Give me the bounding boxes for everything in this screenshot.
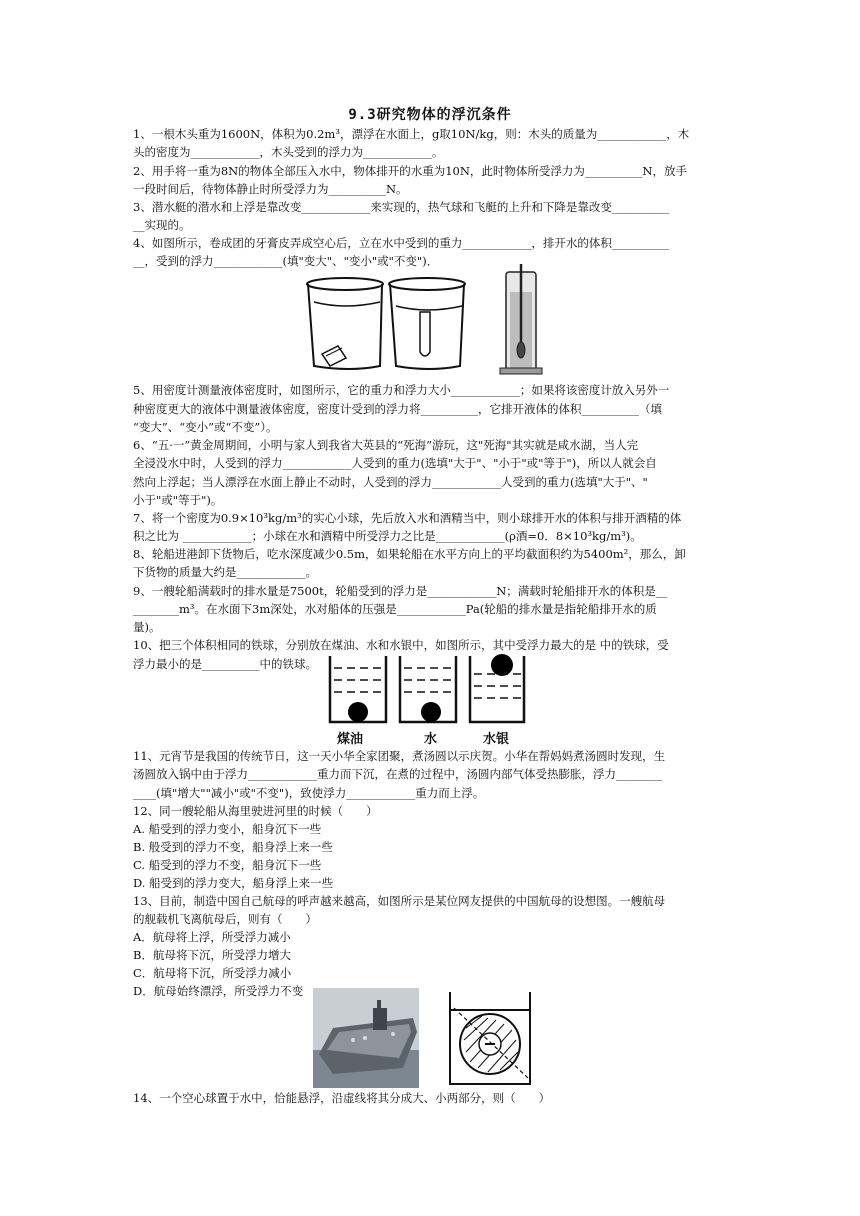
text-line: 2、用手将一重为8N的物体全部压入水中，物体排开的水重为10N，此时物体所受浮力为__________N，放手 [133,164,687,178]
text-line: 5、用密度计测量液体密度时，如图所示，它的重力和浮力大小____________；如果将该密度计放入另外一 [133,383,670,397]
text-line: A. 船受到的浮力变小，船身沉下一些 [133,822,322,836]
text-line: __实现的。 [133,218,191,232]
text-line: ________m³。在水面下3m深处，水对船体的压强是____________Pa(轮船的排水量是指轮船排开水的质 [133,602,657,616]
text-line: 头的密度为____________，木头受到的浮力为____________。 [133,145,444,159]
text-line: 4、如图所示，卷成团的牙膏皮弄成空心后，立在水中受到的重力____________，排开水的体积__________ [133,236,670,250]
text-line: 浮力最小的是__________中的铁球。 [133,657,317,671]
text-line: “变大”、“变小”或“不变”）。 [133,420,278,434]
text-line: D. 船受到的浮力变大，船身浮上来一些 [133,876,334,890]
text-line: 3、潜水艇的潜水和上浮是靠改变____________来实现的，热气球和飞艇的上升和下降是靠改变__________ [133,200,670,214]
text-line: 的舰载机飞离航母后，则有（ ） [133,912,317,926]
text-line: C．航母将下沉，所受浮力减小 [133,966,292,980]
text-line: B．航母将下沉，所受浮力增大 [133,948,291,962]
text-line: A．航母将上浮，所受浮力减小 [133,930,291,944]
text-line: 7、将一个密度为0.9×10³kg/m³的实心小球，先后放入水和酒精当中，则小球排开水的体积与排开酒精的体 [133,511,682,525]
iron-ball [491,654,513,676]
text-line: 小于"或"等于")。 [133,493,223,507]
text-line: 11、元宵节是我国的传统节日，这一天小华全家团聚，煮汤圆以示庆贺。小华在帮妈妈煮汤圆时发现，生 [133,749,666,763]
text-line: 6、“五·一”黄金周期间，小明与家人到我省大英县的“死海”游玩，这"死海"其实就是咸水湖，当人完 [133,438,639,452]
text-line: 量)。 [133,620,161,634]
text-line: 10、把三个体积相同的铁球，分别放在煤油、水和水银中，如图所示，其中受浮力最大的是 中的铁球，受 [133,638,669,652]
text-line: 一段时间后，待物体静止时所受浮力为__________N。 [133,182,408,196]
page-title: 9.3研究物体的浮沉条件 [348,107,512,123]
text-line: 汤圆放入锅中由于浮力____________重力而下沉，在煮的过程中，汤圆内部气体受热膨胀，浮力________ [133,767,662,781]
text-line: 全浸没水中时，人受到的浮力____________人受到的重力(选填"大于"、"小于"或"等于")，所以人就会自 [133,456,657,470]
beakers-figure [300,262,560,377]
text-line: ____(填"增大""减小"或"不变")，致使浮力____________重力而上浮。 [133,786,485,800]
text-line: 1、一根木头重为1600N，体积为0.2m³，漂浮在水面上，g取10N/kg，则：木头的质量为____________，木 [133,127,690,141]
text-line: 12、同一艘轮船从海里驶进河里的时候（ ） [133,804,378,818]
figure-label-mercury: 水银 [483,732,510,747]
text-line: 种密度更大的液体中测量液体密度，密度计受到的浮力将__________，它排开液体的体积__________（填 [133,402,662,416]
iron-balls-figure [326,650,526,728]
figure-label-water: 水 [424,732,438,747]
text-line: 下货物的质量大约是____________。 [133,565,317,579]
iron-ball [348,702,368,722]
text-line: B. 般受到的浮力不变，船身浮上来一些 [133,840,333,854]
text-line: C. 船受到的浮力不变，船身沉下一些 [133,858,322,872]
text-line: 14、一个空心球置于水中，恰能悬浮，沿虚线将其分成大、小两部分，则（ ） [133,1091,551,1105]
text-line: 13、目前，制造中国自己航母的呼声越来越高，如图所示是某位网友提供的中国航母的设想图。一艘航母 [133,894,666,908]
hollow-ball-figure [440,988,544,1090]
text-line: 8、轮船进港卸下货物后，吃水深度减少0.5m，如果轮船在水平方向上的平均截面积约为5400m²，那么，卸 [133,547,686,561]
text-line: D．航母始终漂浮，所受浮力不变 [133,984,304,998]
text-line: __，受到的浮力____________(填"变大"、"变小"或"不变")． [133,254,439,268]
iron-ball [421,702,441,722]
figure-label-kerosene: 煤油 [337,732,364,747]
aircraft-carrier-photo [313,988,419,1088]
text-line: 然向上浮起；当人漂浮在水面上静止不动时，人受到的浮力____________人受到的重力(选填"大于"、" [133,475,648,489]
text-line: 9、一艘轮船满载时的排水量是7500t，轮船受到的浮力是____________N；满载时轮船排开水的体积是__ [133,584,668,598]
text-line: 积之比为 ____________；小球在水和酒精中所受浮力之比是____________(ρ酒=0．8×10³kg/m³)。 [133,529,642,543]
